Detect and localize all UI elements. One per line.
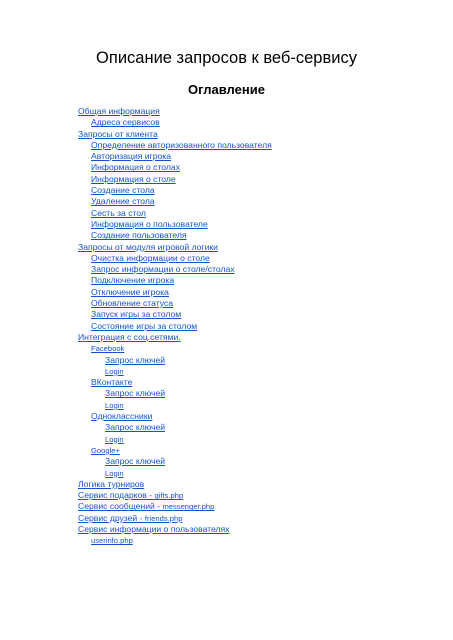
toc-link-label: userinfo.php <box>91 536 133 546</box>
toc-link[interactable] <box>78 298 438 309</box>
toc-heading: Оглавление <box>188 82 265 97</box>
toc-link-label: Запрос ключей <box>105 354 166 365</box>
toc-link[interactable] <box>78 174 438 185</box>
toc-link-label: Авторизация игрока <box>91 151 172 162</box>
toc-link[interactable] <box>78 456 438 467</box>
toc-link[interactable] <box>78 253 438 264</box>
toc-link-filename: friends.php <box>144 513 183 523</box>
toc-link[interactable] <box>78 411 438 422</box>
toc-link[interactable] <box>78 468 438 479</box>
toc-link[interactable] <box>78 513 438 524</box>
toc-link[interactable] <box>78 535 438 546</box>
toc-link[interactable] <box>78 309 438 320</box>
toc-link[interactable] <box>78 208 438 219</box>
toc-link-label: Запрос ключей <box>105 388 166 399</box>
toc-link[interactable] <box>78 377 438 388</box>
toc-link-label: Одноклассники <box>91 411 153 422</box>
toc-link-label: Запросы от клиента <box>78 128 158 139</box>
toc-link[interactable] <box>78 219 438 230</box>
toc-link[interactable] <box>78 388 438 399</box>
toc-link[interactable] <box>78 162 438 173</box>
toc-link-label: Логика турниров <box>78 478 145 489</box>
toc-link-label: Facebook <box>91 344 125 354</box>
toc-link-filename: messenger.php <box>162 502 215 512</box>
toc-link-label: Запросы от модуля игровой логики <box>78 241 218 252</box>
toc-link-label: Создание пользователя <box>91 230 187 241</box>
toc-link[interactable] <box>78 287 438 298</box>
toc-link-label: Сервис подарков - <box>78 490 155 501</box>
table-of-contents <box>78 106 438 547</box>
toc-link-label: Login <box>105 434 124 444</box>
toc-link[interactable] <box>78 343 438 354</box>
toc-link-label: Адреса сервисов <box>91 117 160 128</box>
toc-link[interactable] <box>78 106 438 117</box>
toc-link[interactable] <box>78 355 438 366</box>
toc-link[interactable] <box>78 185 438 196</box>
toc-link-label: Сервис друзей - <box>78 512 145 523</box>
toc-link-label: Сервис сообщений - <box>78 501 163 512</box>
toc-link[interactable] <box>78 434 438 445</box>
toc-link-label: Состояние игры за столом <box>91 320 198 331</box>
toc-link[interactable] <box>78 196 438 207</box>
toc-link-label: Интеграция с соц.сетями. <box>78 331 181 342</box>
toc-link-label: Login <box>105 400 124 410</box>
toc-link[interactable] <box>78 129 438 140</box>
toc-link[interactable] <box>78 422 438 433</box>
toc-link[interactable] <box>78 151 438 162</box>
toc-link[interactable] <box>78 400 438 411</box>
document-title: Описание запросов к веб-сервису <box>96 49 357 67</box>
toc-link-label: Информация о столе <box>91 173 176 184</box>
toc-link[interactable] <box>78 140 438 151</box>
toc-link-label: Информация о столах <box>91 162 180 173</box>
toc-link-label: Подключение игрока <box>91 275 175 286</box>
toc-link-label: Обновление статуса <box>91 298 174 309</box>
toc-link-label: Информация о пользователе <box>91 218 208 229</box>
toc-link[interactable] <box>78 501 438 512</box>
toc-link-label: Login <box>105 468 124 478</box>
toc-link[interactable] <box>78 321 438 332</box>
toc-link-label: Сесть за стол <box>91 207 146 218</box>
toc-link-label: Общая информация <box>78 106 160 116</box>
toc-link-label: Определение авторизованного пользователя <box>91 139 272 150</box>
toc-link[interactable] <box>78 524 438 535</box>
toc-link-label: Запуск игры за столом <box>91 309 182 320</box>
toc-link-label: Запрос информации о столе/столах <box>91 264 235 275</box>
toc-link[interactable] <box>78 445 438 456</box>
toc-link-filename: gifts.php <box>154 491 184 501</box>
toc-link[interactable] <box>78 275 438 286</box>
toc-link-label: Очистка информации о столе <box>91 252 210 263</box>
toc-link-label: Отключение игрока <box>91 286 169 297</box>
toc-link[interactable] <box>78 242 438 253</box>
toc-link[interactable] <box>78 366 438 377</box>
toc-link-label: Запрос ключей <box>105 456 166 467</box>
toc-link[interactable] <box>78 264 438 275</box>
toc-link-label: Удаление стола <box>91 196 155 207</box>
toc-link[interactable] <box>78 117 438 128</box>
toc-link[interactable] <box>78 230 438 241</box>
toc-link[interactable] <box>78 479 438 490</box>
toc-link[interactable] <box>78 490 438 501</box>
toc-link-label: Login <box>105 366 124 376</box>
toc-link-label: Создание стола <box>91 185 155 196</box>
toc-link-label: Google+ <box>91 445 120 455</box>
toc-link-label: ВКонтакте <box>91 377 133 388</box>
toc-link-label: Запрос ключей <box>105 422 166 433</box>
toc-link-label: Сервис информации о пользователях <box>78 523 230 534</box>
toc-link[interactable] <box>78 332 438 343</box>
